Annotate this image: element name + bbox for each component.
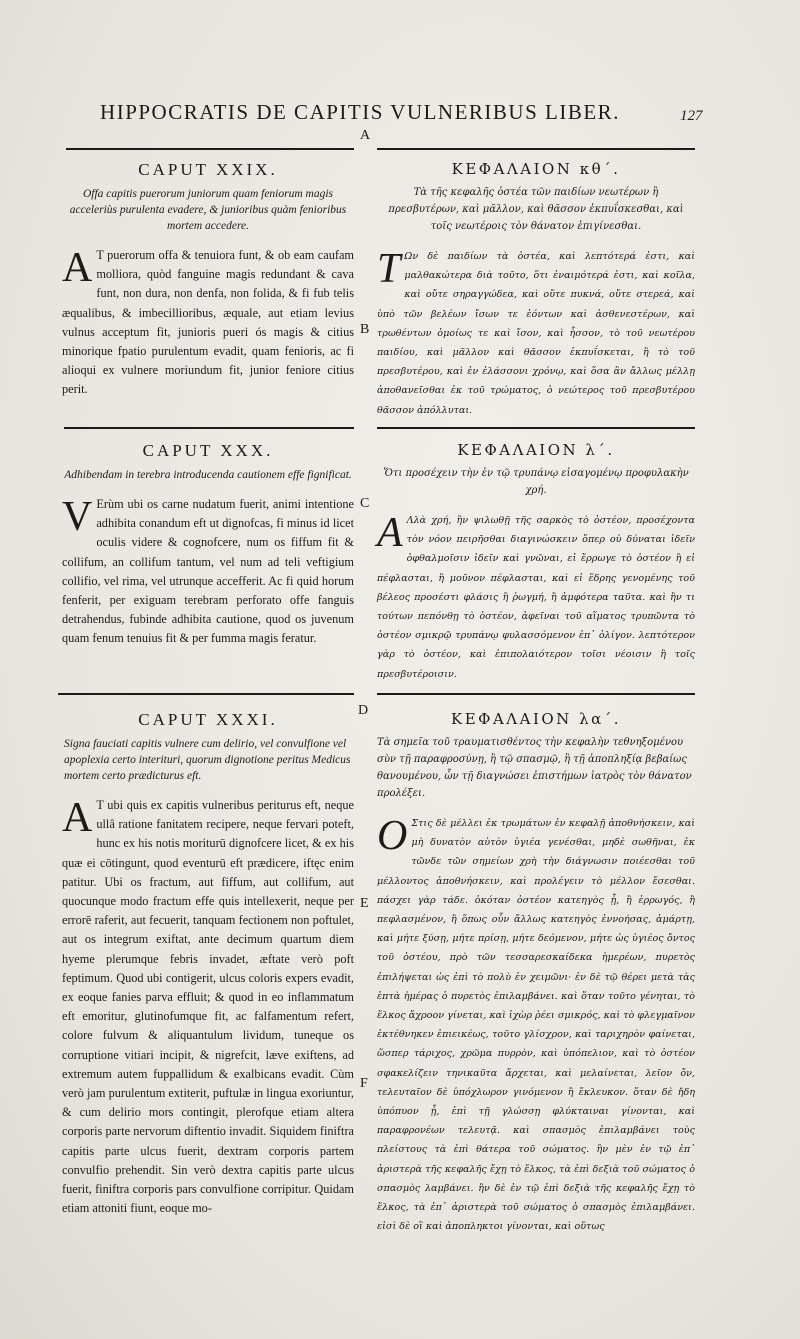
latin-chapter-30 (62, 441, 354, 649)
latin-chapter-29 (62, 160, 354, 400)
initial-letter: V (62, 494, 93, 540)
margin-letter-b: B (360, 322, 370, 337)
chapter-heading: CAPUT XXXI. (138, 710, 278, 729)
chapter-text: Α Λλὰ χρή, ἢν ψιλωθῇ τῆς σαρκὸς τὸ ὀστέον, προσέχοντα τὸν νόον πειρῆσθαι διαγινώσκειν ὅπερ οὐ δύναται ἰδεῖν ὀφθαλμοῖσιν ἰδεῖν καὶ γνῶναι, εἰ ἔρρωγε τὸ ὀστέον ἢ εἰ πέφλασται, ἢ μοῦνον πέφλασται, καὶ εἰ ἕδρης γενομένης τοῦ βέλεος προσέστι φλάσις ἢ ῥωγμή, ἢ ἀμφότερα ταῦτα. καὶ ἢν τι τούτων πεπόνθῃ τὸ ὀστέον, ἀφεῖναι τοῦ αἵματος τρυπῶντα τὸ ὀστέον σμικρῷ τρυπάνῳ φυλασσόμενον ἐπ᾽ ὀλίγον. λεπτότερον γὰρ τὸ ὀστέον, καὶ ἐπιπολαιότερον τοῖσι νέοισιν ἢ τοῖς πρεσβυτέροισιν. (377, 510, 695, 680)
chapter-text: A T puerorum offa & tenuiora funt, & ob eam caufam molliora, quòd fanguine magis redundant & cava funt, non dura, non denfa, non folida, & fi fub telis æqualibus, & imbecillioribus, æquale, aut etiam levius vulnus acceptum fit, junioris pueri ós magis & citius minorique fpatio purulentum evadit, quam fenioris, ac fi alioqui ex vulnere moriundum fit, junior feniore citius perit. (62, 245, 354, 397)
latin-chapter-31 (62, 710, 354, 1218)
chapter-heading: CAPUT XXIX. (138, 160, 278, 179)
chapter-text: V Erùm ubi os carne nudatum fuerit, animi intentione adhibita conandum eft ut dignofcas, fi minus id licet oculis videre & cognofcere, num os fiffum fit & collifum, an collifum tantum, vel num ad teli veftigium collifio, vel rima, vel utrunque accefferit. Ac fi quid horum fenferit, per exiguam terebram perforato offe fanguis detrahendus, fubinde adhibita cautione, quod os juvenum quam fenum tenuius fit & per fumma magis feratur. (62, 494, 354, 646)
initial-letter: A (62, 795, 93, 841)
margin-letter-f: F (360, 1076, 368, 1091)
chapter-summary: Τὰ τῆς κεφαλῆς ὀστέα τῶν παιδίων νεωτέρων ἢ πρεσβυτέρων, καὶ μᾶλλον, καὶ θᾶσσον ἐκπυΐσκεσθαι, καὶ τοῖς νεωτέροις τὸν θάνατον ἐπιγίνεσθαι. (388, 187, 684, 232)
rule-left-1 (66, 148, 354, 150)
initial-letter: Ο (377, 813, 408, 859)
chapter-heading: ΚΕΦΑΛΑΙΟΝ λα΄. (451, 710, 621, 728)
chapter-text: A T ubi quis ex capitis vulneribus periturus eft, neque ullâ ratione fanitatem recipere, neque fervari poteft, hunc ex his notis moriturū dignofcere licet, & ex his quæ ei cōtingunt, quod eventurū eft prædicere, iftęc enim patitur. Ubi os fractum, aut fiffum, aut collifum, aut quocunque modo fractum effe quis intellexerit, neque per errorē raferit, aut fecuerit, tanquam fectionem non poftulet, aut os integrum exiftat, ante decimum quartum diem hyeme plerumque febris invadet, æftate verò poft feptimum. Quod ubi contigerit, ulcus coloris expers evadit, ex eoque fanies parva effluit; & quod in eo inflammatum eft emoritur, glutinofumque fit, ac falfamentum refert, colore fulvum & aliquantulum lividum, tuneque os corruptione vitiari incipit, & nigrefcit, læve exiftens, ad extremum autem fuppallidum & exalbicans evadit. Cùm verò jam purulentum extiterit, puftulæ in lingua exoriuntur, & cum delirio mors contingit, plerofque etiam altera corporis parte nervorum diftentio invadit. Siquidem finiftra capitis parte ulcus fuerit, dextram corporis partem convulfio prehendit. Sin verò dextra capitis parte ulcus fuerit, finiftra corporis pars convulfione corripitur. Quidam etiam attoniti fiunt, eoque mo- (62, 795, 354, 1216)
chapter-summary: Offa capitis puerorum juniorum quam feniorum magis acceleriùs purulenta evadere, & junioribus quàm fenioribus mortem accedere. (69, 188, 347, 232)
chapter-summary: Signa fauciati capitis vulnere cum delirio, vel convulfione vel apoplexia certo interituri, quorum dignotione peritus Medicus mortem certo prædicturus eft. (64, 738, 351, 782)
chapter-text: Ο Στις δὲ μέλλει ἐκ τρωμάτων ἐν κεφαλῇ ἀποθνήσκειν, καὶ μὴ δυνατὸν αὐτὸν ὑγιέα γενέσθαι, μηδὲ σωθῆναι, ἐκ τῶνδε τῶν σημείων χρὴ τὴν διάγνωσιν ποιέεσθαι τοῦ μέλλοντος ἀποθνήσκειν, καὶ προλέγειν τὸ μέλλον ἔσεσθαι. πάσχει γὰρ τάδε. ὁκόταν ὀστέον κατεηγὸς ᾖ, ἢ ἐρρωγός, ἢ πεφλασμένον, ἢ ὅπως οὖν ἄλλως κατεηγὸς ἐννοήσας, ἁμάρτῃ, καὶ μήτε ξύσῃ, μήτε πρίσῃ, μήτε δεόμενον, μήτε ὡς ὑγιέος ὄντος τοῦ ὀστέου, πρὸ τῶν τεσσαρεσκαίδεκα ἡμερέων, πυρετὸς ἐπιλήψεται ὡς ἐπὶ τὸ πολὺ ἐν χειμῶνι· ἐν δὲ τῷ θέρει μετὰ τὰς ἑπτὰ ἡμέρας ὁ πυρετὸς ἐπιλαμβάνει. καὶ ὅταν τοῦτο γένηται, τὸ ἕλκος ἄχροον γίνεται, καὶ ἰχὼρ ῥέει σμικρός, καὶ τὸ φλεγμαῖνον ἐκτέθνηκεν ἐπιεικέως, τοῦτο γλίσχρον, καὶ ταριχηρὸν φαίνεται, ὥσπερ τάριχος, χρῶμα πυρρὸν, καὶ ὑπόπελιον, καὶ τὸ ὀστέον σφακελίζειν τηνικαῦτα ἄρχεται, καὶ μελαίνεται, λεῖον ὄν, τελευταῖον δὲ ὑπόχλωρον γινόμενον ἢ ἔκλευκον. ὅταν δὲ ἤδη ὑπόπυον ᾖ, ἐπὶ τῇ γλώσσῃ φλύκταιναι γίνονται, καὶ παραφρονέων τελευτᾷ. καὶ σπασμὸς ἐπιλαμβάνει τοὺς πλείστους τὰ ἐπὶ θάτερα τοῦ σώματος. ἢν μὲν ἐν τῷ ἐπ᾽ ἀριστερὰ τῆς κεφαλῆς ἔχῃ τὸ ἕλκος, τὰ ἐπὶ δεξιὰ τοῦ σώματος ὁ σπασμὸς λαμβάνει. ἢν δὲ ἐν τῷ ἐπὶ δεξιὰ τῆς κεφαλῆς ἔχῃ τὸ ἕλκος, τὰ ἐπ᾽ ἀριστερὰ τοῦ σώματος ὁ σπασμὸς ἐπιλαμβάνει. εἰσὶ δὲ οἳ καὶ ἀποπληκτοι γίνονται, καὶ οὕτως (377, 813, 695, 1233)
initial-letter: Τ (377, 246, 401, 292)
running-title: HIPPOCRATIS DE CAPITIS VULNERIBUS LIBER. (100, 100, 620, 124)
initial-letter: Α (377, 510, 403, 556)
chapter-summary: Ὅτι προσέχειν τὴν ἐν τῷ τρυπάνῳ εἰσαγομένῳ προφυλακὴν χρή. (383, 468, 689, 496)
rule-left-2 (64, 427, 354, 429)
margin-letter-c: C (360, 496, 370, 511)
rule-left-3 (58, 693, 354, 695)
rule-right-1 (377, 148, 695, 150)
margin-letter-e: E (360, 896, 369, 911)
rule-right-3 (377, 693, 695, 695)
chapter-summary: Adhibendam in terebra introducenda cautionem effe fignificat. (64, 469, 352, 481)
margin-letter-d: D (358, 703, 369, 718)
chapter-heading: ΚΕΦΑΛΑΙΟΝ λ΄. (457, 441, 615, 459)
greek-chapter-31 (377, 710, 695, 1236)
initial-letter: A (62, 245, 93, 291)
chapter-summary: Τὰ σημεῖα τοῦ τραυματισθέντος τὴν κεφαλὴν τεθνηξομένου σὺν τῇ παραφροσύνῃ, ἢ τῷ σπασμῷ, ἢ τῇ ἀποπληξίᾳ βεβαίως θανουμένου, ὧν τῇ διαγνώσει ἐπιστήμων ἰατρὸς τὸν θάνατον προλέξει. (377, 737, 692, 799)
chapter-text: Τ Ων δὲ παιδίων τὰ ὀστέα, καὶ λεπτότερά ἐστι, καὶ μαλθακώτερα διὰ τοῦτο, ὅτι ἐναιμότερά ἐστι, καὶ κοῖλα, καὶ οὔτε σηραγγώδεα, καὶ οὔτε πυκνά, οὔτε στερεά, καὶ ὑπὸ τῶν βελέων ἴσων τε ἐόντων καὶ ἀσθενεστέρων, καὶ τρωθέντων ὁμοίως τε καὶ ἴσον, καὶ ἦσσον, τὸ τοῦ νεωτέρου παιδίου, καὶ μᾶλλον καὶ θᾶσσον ἐκπυΐσκεται, ἢ τὸ τοῦ πρεσβυτέρου, καὶ ἐν ἐλάσσονι χρόνῳ, καὶ ὅσα ἂν ἄλλως μέλλῃ ἀποθανεῖσθαι ἐκ τοῦ τρώματος, ὁ νεώτερος τοῦ πρεσβυτέρου θᾶσσον ἀπόλλυται. (377, 246, 695, 416)
margin-letter-a: A (360, 128, 371, 143)
chapter-heading: CAPUT XXX. (142, 441, 274, 460)
chapter-heading: ΚΕΦΑΛΑΙΟΝ κθ΄. (451, 160, 621, 178)
page-number: 127 (680, 108, 703, 124)
rule-right-2 (377, 427, 695, 429)
greek-chapter-30 (377, 441, 695, 684)
greek-chapter-29 (377, 160, 695, 420)
